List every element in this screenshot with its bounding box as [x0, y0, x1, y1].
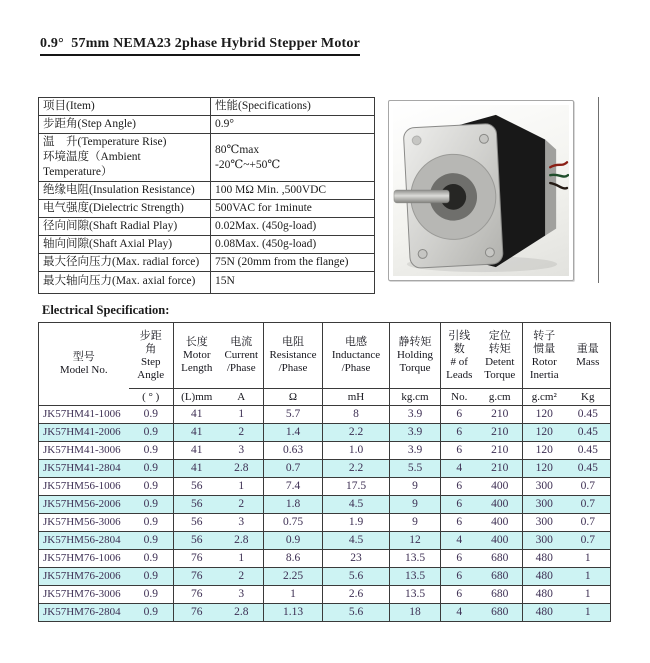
- spec-label-cell-line: 环境温度（Ambient Temperature）: [43, 151, 141, 178]
- elec-unit-inductance: mH: [323, 389, 390, 406]
- elec-cell-step_angle: 0.9: [129, 496, 174, 514]
- elec-header-line: Current: [224, 349, 259, 361]
- elec-cell-leads: 4: [441, 604, 478, 622]
- elec-cell-resistance: 0.9: [264, 532, 323, 550]
- elec-cell-length: 76: [174, 568, 220, 586]
- spec-value-cell-line: -20℃~+50℃: [215, 158, 281, 171]
- spec-row: [39, 182, 375, 200]
- elec-row: [39, 424, 611, 442]
- elec-row: [39, 532, 611, 550]
- layout-divider-line: [598, 97, 599, 283]
- elec-cell-inductance: 4.5: [323, 532, 390, 550]
- elec-cell-model: JK57HM41-2804: [39, 460, 129, 478]
- elec-cell-detent_torque: 680: [478, 604, 523, 622]
- elec-cell-current: 2: [220, 496, 264, 514]
- elec-cell-length: 41: [174, 442, 220, 460]
- elec-cell-holding_torque: 5.5: [390, 460, 441, 478]
- elec-header-holding_torque: [390, 323, 441, 389]
- elec-cell-mass: 0.7: [566, 514, 611, 532]
- elec-cell-inductance: 23: [323, 550, 390, 568]
- elec-cell-rotor_inertia: 480: [523, 550, 566, 568]
- elec-header-line: 电感: [345, 336, 367, 348]
- elec-header-line: 步距: [139, 329, 162, 342]
- spec-label-cell-line: 最大径向压力(Max. radial force): [43, 256, 200, 268]
- elec-cell-detent_torque: 680: [478, 550, 523, 568]
- elec-cell-step_angle: 0.9: [129, 424, 174, 442]
- elec-cell-inductance: 17.5: [323, 478, 390, 496]
- spec-label-cell-line: 绝缘电阻(Insulation Resistance): [43, 184, 195, 196]
- elec-cell-length: 41: [174, 406, 220, 424]
- spec-value-cell-line: 0.02Max. (450g-load): [215, 220, 317, 232]
- elec-cell-current: 2.8: [220, 532, 264, 550]
- elec-cell-detent_torque: 210: [478, 442, 523, 460]
- elec-header-mass: [566, 323, 611, 389]
- elec-cell-rotor_inertia: 120: [523, 424, 566, 442]
- motor-back-cap: [545, 140, 556, 236]
- elec-cell-step_angle: 0.9: [129, 460, 174, 478]
- elec-header-line: 型号: [72, 351, 95, 363]
- elec-cell-mass: 1: [566, 586, 611, 604]
- elec-cell-length: 56: [174, 496, 220, 514]
- elec-cell-inductance: 5.6: [323, 604, 390, 622]
- spec-value-cell: [211, 254, 375, 272]
- elec-cell-length: 56: [174, 532, 220, 550]
- elec-unit-detent_torque: g.cm: [478, 389, 523, 406]
- spec-row: [39, 254, 375, 272]
- elec-cell-holding_torque: 13.5: [390, 586, 441, 604]
- elec-cell-mass: 0.7: [566, 478, 611, 496]
- elec-cell-model: JK57HM41-3006: [39, 442, 129, 460]
- elec-cell-holding_torque: 9: [390, 514, 441, 532]
- elec-header-line: 转子: [533, 329, 556, 342]
- elec-cell-holding_torque: 9: [390, 478, 441, 496]
- elec-header-line: Inductance: [331, 349, 381, 361]
- elec-header-line: 惯量: [533, 342, 556, 355]
- elec-row: [39, 406, 611, 424]
- elec-cell-holding_torque: 13.5: [390, 550, 441, 568]
- elec-cell-mass: 0.45: [566, 460, 611, 478]
- elec-cell-step_angle: 0.9: [129, 442, 174, 460]
- spec-label-cell-line: 最大轴向压力(Max. axial force): [43, 275, 196, 287]
- elec-cell-length: 76: [174, 550, 220, 568]
- elec-cell-current: 2.8: [220, 604, 264, 622]
- elec-cell-current: 2: [220, 568, 264, 586]
- spec-value-cell: [211, 116, 375, 134]
- spec-row: [39, 98, 375, 116]
- elec-cell-length: 56: [174, 478, 220, 496]
- spec-label-cell: [39, 272, 211, 294]
- elec-header-line: 转矩: [488, 342, 511, 355]
- elec-cell-step_angle: 0.9: [129, 586, 174, 604]
- elec-cell-holding_torque: 12: [390, 532, 441, 550]
- elec-header-line: /Phase: [278, 362, 308, 374]
- elec-cell-leads: 6: [441, 568, 478, 586]
- elec-cell-current: 3: [220, 442, 264, 460]
- elec-cell-rotor_inertia: 120: [523, 460, 566, 478]
- elec-header-line: 引线: [448, 329, 471, 342]
- elec-cell-holding_torque: 9: [390, 496, 441, 514]
- elec-unit-mass: Kg: [566, 389, 611, 406]
- elec-cell-step_angle: 0.9: [129, 550, 174, 568]
- elec-header-line: Step: [140, 355, 161, 368]
- elec-header-line: Inertia: [529, 368, 559, 381]
- elec-cell-detent_torque: 210: [478, 424, 523, 442]
- spec-value-cell-line: 100 MΩ Min. ,500VDC: [215, 184, 327, 196]
- elec-cell-resistance: 8.6: [264, 550, 323, 568]
- spec-value-cell: [211, 218, 375, 236]
- elec-cell-inductance: 2.6: [323, 586, 390, 604]
- elec-header-row: [39, 323, 611, 389]
- elec-header-line: Mass: [576, 355, 600, 368]
- elec-cell-inductance: 1.9: [323, 514, 390, 532]
- elec-cell-detent_torque: 400: [478, 514, 523, 532]
- elec-cell-detent_torque: 400: [478, 496, 523, 514]
- elec-cell-rotor_inertia: 300: [523, 532, 566, 550]
- elec-header-line: Torque: [484, 368, 516, 381]
- elec-header-line: Leads: [446, 368, 473, 381]
- spec-row: [39, 134, 375, 182]
- elec-cell-leads: 4: [441, 532, 478, 550]
- elec-header-line: # of: [450, 355, 468, 368]
- elec-cell-leads: 6: [441, 550, 478, 568]
- spec-label-cell-line: 轴向间隙(Shaft Axial Play): [43, 238, 173, 250]
- elec-header-line: Angle: [137, 368, 165, 381]
- elec-header-line: 角: [145, 342, 157, 355]
- spec-label-cell-line: 项目(Item): [43, 100, 95, 112]
- elec-cell-rotor_inertia: 120: [523, 442, 566, 460]
- elec-cell-mass: 1: [566, 604, 611, 622]
- electrical-spec-heading: Electrical Specification:: [42, 303, 170, 317]
- elec-header-line: Rotor: [531, 355, 557, 368]
- elec-cell-current: 1: [220, 550, 264, 568]
- elec-cell-leads: 6: [441, 514, 478, 532]
- spec-value-cell-line: 15N: [215, 275, 235, 287]
- elec-cell-length: 41: [174, 460, 220, 478]
- elec-header-line: /Phase: [341, 362, 371, 374]
- elec-header-line: Model No.: [59, 364, 108, 376]
- elec-cell-resistance: 1.13: [264, 604, 323, 622]
- elec-cell-rotor_inertia: 480: [523, 604, 566, 622]
- elec-cell-inductance: 5.6: [323, 568, 390, 586]
- elec-cell-mass: 1: [566, 568, 611, 586]
- elec-cell-rotor_inertia: 300: [523, 478, 566, 496]
- elec-row: [39, 550, 611, 568]
- elec-header-inductance: [323, 323, 390, 389]
- elec-cell-step_angle: 0.9: [129, 478, 174, 496]
- elec-cell-resistance: 1.8: [264, 496, 323, 514]
- elec-header-line: 电流: [230, 336, 253, 348]
- elec-cell-leads: 6: [441, 496, 478, 514]
- spec-label-cell: [39, 236, 211, 254]
- elec-unit-current: A: [220, 389, 264, 406]
- elec-cell-rotor_inertia: 480: [523, 586, 566, 604]
- spec-label-cell: [39, 254, 211, 272]
- spec-label-cell: [39, 182, 211, 200]
- elec-row: [39, 586, 611, 604]
- elec-header-line: 静转矩: [398, 336, 432, 348]
- elec-cell-model: JK57HM56-2804: [39, 532, 129, 550]
- elec-cell-resistance: 5.7: [264, 406, 323, 424]
- elec-row: [39, 568, 611, 586]
- spec-row: [39, 116, 375, 134]
- elec-cell-rotor_inertia: 120: [523, 406, 566, 424]
- elec-cell-rotor_inertia: 480: [523, 568, 566, 586]
- elec-cell-leads: 6: [441, 442, 478, 460]
- elec-cell-mass: 0.45: [566, 442, 611, 460]
- elec-cell-holding_torque: 18: [390, 604, 441, 622]
- spec-value-cell-line: 75N (20mm from the flange): [215, 256, 349, 268]
- elec-header-line: Motor: [183, 349, 211, 361]
- elec-header-line: 电阻: [282, 336, 304, 348]
- elec-cell-mass: 0.7: [566, 496, 611, 514]
- spec-value-cell: [211, 182, 375, 200]
- page-title: 0.9° 57mm NEMA23 2phase Hybrid Stepper Motor: [40, 36, 360, 56]
- elec-header-line: 数: [453, 342, 465, 355]
- spec-value-cell: [211, 98, 375, 116]
- spec-value-cell: [211, 272, 375, 294]
- elec-cell-rotor_inertia: 300: [523, 514, 566, 532]
- stepper-motor-photo: [393, 105, 569, 276]
- elec-cell-current: 1: [220, 478, 264, 496]
- elec-cell-inductance: 8: [323, 406, 390, 424]
- elec-cell-resistance: 0.75: [264, 514, 323, 532]
- spec-label-cell-line: 径向间隙(Shaft Radial Play): [43, 220, 178, 232]
- elec-cell-length: 41: [174, 424, 220, 442]
- elec-row: [39, 478, 611, 496]
- elec-unit-step_angle: ( ° ): [129, 389, 174, 406]
- elec-header-line: Length: [181, 362, 213, 374]
- elec-row: [39, 496, 611, 514]
- elec-cell-resistance: 7.4: [264, 478, 323, 496]
- elec-cell-step_angle: 0.9: [129, 406, 174, 424]
- elec-cell-detent_torque: 210: [478, 406, 523, 424]
- elec-cell-holding_torque: 13.5: [390, 568, 441, 586]
- spec-label-cell-line: 温 升(Temperature Rise): [43, 136, 167, 148]
- elec-header-line: Torque: [399, 362, 431, 374]
- elec-cell-inductance: 4.5: [323, 496, 390, 514]
- elec-cell-inductance: 1.0: [323, 442, 390, 460]
- elec-cell-leads: 6: [441, 586, 478, 604]
- elec-cell-step_angle: 0.9: [129, 568, 174, 586]
- front-screw-bottom-left: [418, 249, 427, 258]
- elec-cell-detent_torque: 400: [478, 478, 523, 496]
- front-screw-top-left: [412, 136, 421, 145]
- elec-unit-rotor_inertia: g.cm²: [523, 389, 566, 406]
- elec-cell-current: 3: [220, 586, 264, 604]
- elec-cell-leads: 4: [441, 460, 478, 478]
- elec-header-line: Holding: [396, 349, 434, 361]
- spec-label-cell-line: 电气强度(Dielectric Strength): [43, 202, 184, 214]
- stepper-motor-illustration: [393, 105, 569, 276]
- spec-value-cell: [211, 134, 375, 182]
- elec-header-line: Detent: [485, 355, 515, 368]
- spec-value-cell-line: 性能(Specifications): [215, 100, 311, 112]
- elec-row: [39, 460, 611, 478]
- spec-value-cell-line: 0.08Max. (450g-load): [215, 238, 317, 250]
- elec-cell-detent_torque: 210: [478, 460, 523, 478]
- elec-cell-model: JK57HM76-2804: [39, 604, 129, 622]
- elec-header-line: 定位: [488, 329, 511, 342]
- spec-label-cell: [39, 134, 211, 182]
- elec-cell-resistance: 1: [264, 586, 323, 604]
- elec-header-line: Resistance: [269, 349, 317, 361]
- elec-header-step_angle: [129, 323, 174, 389]
- elec-row: [39, 514, 611, 532]
- motor-wires: [550, 162, 568, 188]
- elec-cell-detent_torque: 680: [478, 568, 523, 586]
- elec-header-length: [174, 323, 220, 389]
- general-spec-table: [38, 97, 375, 294]
- elec-header-detent_torque: [478, 323, 523, 389]
- elec-header-model: [39, 323, 129, 406]
- elec-cell-step_angle: 0.9: [129, 604, 174, 622]
- elec-cell-detent_torque: 400: [478, 532, 523, 550]
- elec-cell-resistance: 1.4: [264, 424, 323, 442]
- spec-value-cell-line: 500VAC for 1minute: [215, 202, 312, 214]
- elec-cell-leads: 6: [441, 478, 478, 496]
- spec-label-cell: [39, 200, 211, 218]
- elec-header-resistance: [264, 323, 323, 389]
- product-photo-frame: [388, 100, 574, 281]
- elec-header-leads: [441, 323, 478, 389]
- front-screw-top-right: [479, 134, 488, 143]
- elec-cell-detent_torque: 680: [478, 586, 523, 604]
- elec-unit-leads: No.: [441, 389, 478, 406]
- elec-cell-model: JK57HM56-1006: [39, 478, 129, 496]
- elec-row: [39, 442, 611, 460]
- elec-header-line: 长度: [185, 336, 208, 348]
- elec-cell-resistance: 0.63: [264, 442, 323, 460]
- spec-row: [39, 236, 375, 254]
- spec-value-cell: [211, 200, 375, 218]
- elec-cell-model: JK57HM76-3006: [39, 586, 129, 604]
- spec-row: [39, 272, 375, 294]
- elec-cell-holding_torque: 3.9: [390, 424, 441, 442]
- spec-value-cell: [211, 236, 375, 254]
- elec-unit-resistance: Ω: [264, 389, 323, 406]
- spec-label-cell-line: 步距角(Step Angle): [43, 118, 136, 130]
- elec-cell-mass: 0.45: [566, 406, 611, 424]
- motor-shaft: [394, 190, 449, 203]
- elec-cell-rotor_inertia: 300: [523, 496, 566, 514]
- spec-value-cell-line: 80℃max: [215, 143, 260, 156]
- elec-cell-resistance: 0.7: [264, 460, 323, 478]
- elec-cell-model: JK57HM76-1006: [39, 550, 129, 568]
- elec-cell-mass: 0.45: [566, 424, 611, 442]
- elec-cell-model: JK57HM76-2006: [39, 568, 129, 586]
- elec-cell-length: 56: [174, 514, 220, 532]
- elec-header-rotor_inertia: [523, 323, 566, 389]
- elec-unit-length: (L)mm: [174, 389, 220, 406]
- elec-cell-inductance: 2.2: [323, 424, 390, 442]
- spec-value-cell-line: 0.9°: [215, 118, 234, 130]
- elec-cell-length: 76: [174, 586, 220, 604]
- elec-cell-leads: 6: [441, 406, 478, 424]
- elec-cell-model: JK57HM56-2006: [39, 496, 129, 514]
- elec-cell-current: 3: [220, 514, 264, 532]
- elec-cell-step_angle: 0.9: [129, 514, 174, 532]
- elec-header-line: 重量: [576, 342, 599, 355]
- elec-header-line: /Phase: [226, 362, 256, 374]
- elec-cell-holding_torque: 3.9: [390, 406, 441, 424]
- elec-cell-model: JK57HM56-3006: [39, 514, 129, 532]
- spec-row: [39, 218, 375, 236]
- elec-cell-current: 2.8: [220, 460, 264, 478]
- elec-cell-holding_torque: 3.9: [390, 442, 441, 460]
- elec-cell-step_angle: 0.9: [129, 532, 174, 550]
- electrical-spec-table: [38, 322, 611, 622]
- elec-cell-resistance: 2.25: [264, 568, 323, 586]
- elec-cell-model: JK57HM41-1006: [39, 406, 129, 424]
- elec-cell-length: 76: [174, 604, 220, 622]
- elec-cell-inductance: 2.2: [323, 460, 390, 478]
- elec-row: [39, 604, 611, 622]
- elec-cell-current: 1: [220, 406, 264, 424]
- spec-row: [39, 200, 375, 218]
- spec-label-cell: [39, 98, 211, 116]
- elec-cell-current: 2: [220, 424, 264, 442]
- spec-label-cell: [39, 218, 211, 236]
- elec-cell-model: JK57HM41-2006: [39, 424, 129, 442]
- elec-cell-mass: 1: [566, 550, 611, 568]
- spec-label-cell: [39, 116, 211, 134]
- elec-cell-mass: 0.7: [566, 532, 611, 550]
- elec-header-current: [220, 323, 264, 389]
- elec-cell-leads: 6: [441, 424, 478, 442]
- elec-unit-holding_torque: kg.cm: [390, 389, 441, 406]
- front-screw-bottom-right: [485, 248, 494, 257]
